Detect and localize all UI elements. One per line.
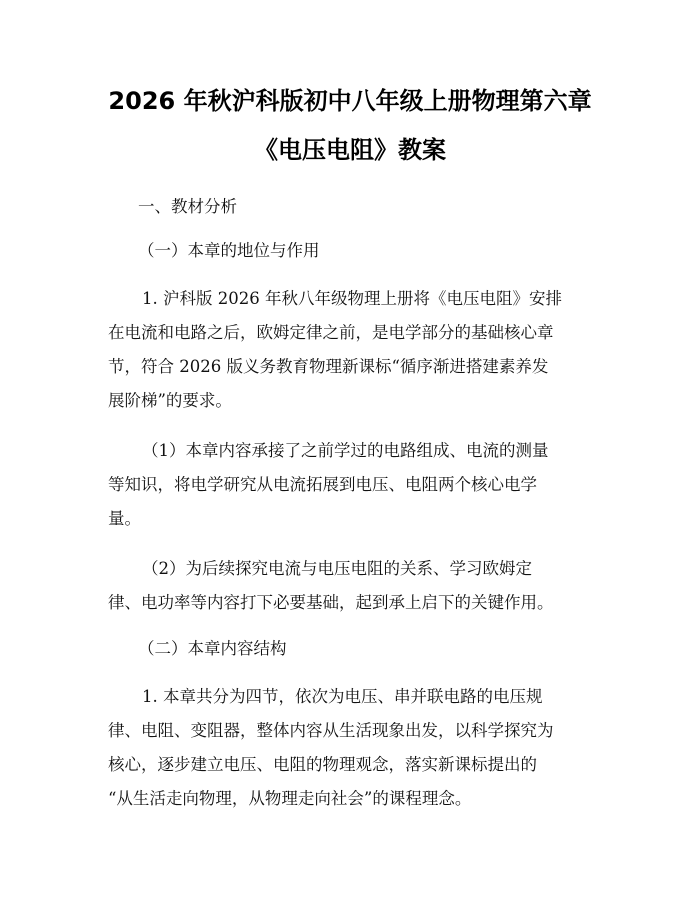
paragraph-line: 律、电功率等内容打下必要基础，起到承上启下的关键作用。 (108, 593, 554, 612)
paragraph-line: 等知识，将电学研究从电流拓展到电压、电阻两个核心电学 (108, 475, 537, 494)
subsection-heading-content-structure: （二）本章内容结构 (138, 639, 287, 658)
paragraph-2 (108, 434, 596, 536)
paragraph-4 (108, 680, 596, 816)
paragraph-line: 在电流和电路之后，欧姆定律之前，是电学部分的基础核心章 (108, 323, 554, 342)
paragraph-line: 节，符合 2026 版义务教育物理新课标“循序渐进搭建素养发 (108, 357, 549, 376)
paragraph-3 (108, 552, 596, 620)
paragraph-line: 1. 本章共分为四节，依次为电压、串并联电路的电压规 (142, 687, 543, 706)
document-title-line-2: 《电压电阻》教案 (254, 136, 446, 164)
paragraph-line: 展阶梯”的要求。 (108, 391, 232, 410)
document-title-line-1: 2026 年秋沪科版初中八年级上册物理第六章 (108, 87, 592, 115)
section-heading-teaching-material-analysis: 一、教材分析 (138, 197, 237, 216)
paragraph-line: （2）为后续探究电流与电压电阻的关系、学习欧姆定 (142, 559, 532, 578)
paragraph-line: “从生活走向物理，从物理走向社会”的课程理念。 (108, 789, 472, 808)
paragraph-1 (108, 282, 596, 418)
subsection-heading-position-and-role: （一）本章的地位与作用 (138, 241, 320, 260)
paragraph-line: 量。 (108, 509, 141, 528)
paragraph-line: 律、电阻、变阻器，整体内容从生活现象出发，以科学探究为 (108, 721, 554, 740)
paragraph-line: 1. 沪科版 2026 年秋八年级物理上册将《电压电阻》安排 (142, 289, 562, 308)
paragraph-line: （1）本章内容承接了之前学过的电路组成、电流的测量 (142, 441, 549, 460)
paragraph-line: 核心，逐步建立电压、电阻的物理观念，落实新课标提出的 (108, 755, 537, 774)
